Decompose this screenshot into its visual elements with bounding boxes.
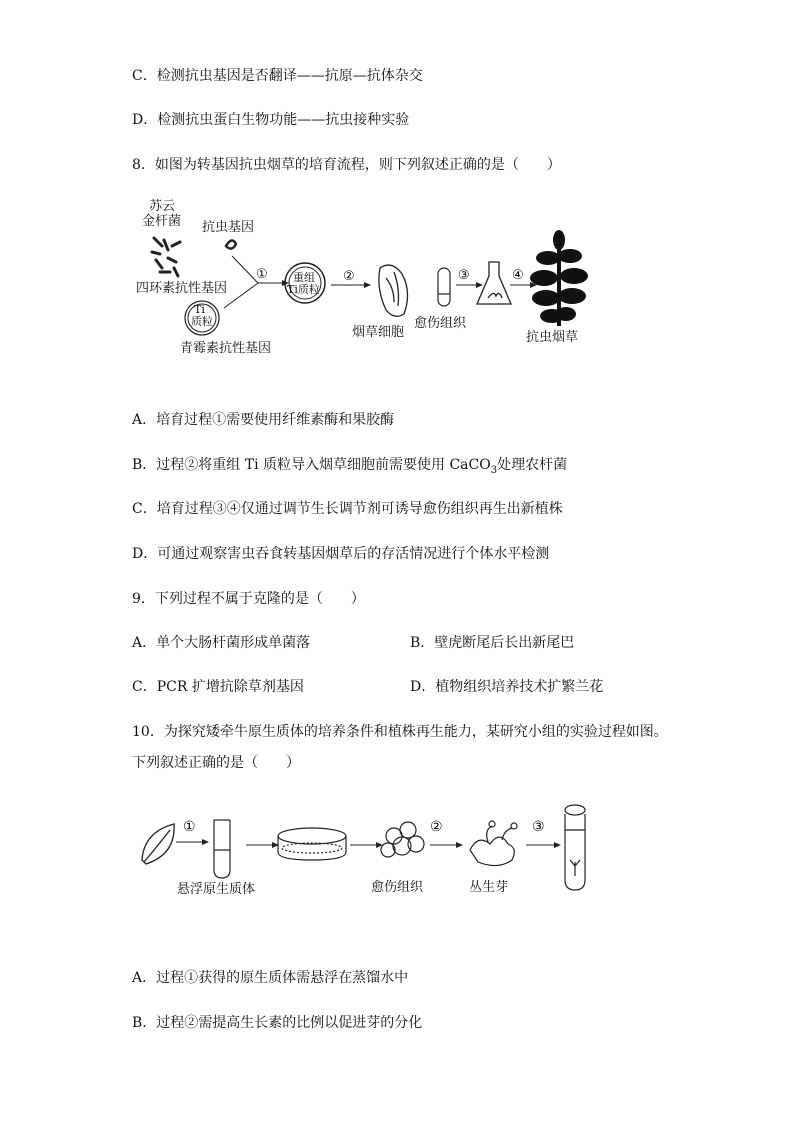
shoots-label: 丛生芽 [469,880,509,895]
q8-option-c: C．培育过程③④仅通过调节生长调节剂可诱导愈伤组织再生出新植株 [132,501,563,517]
q9-stem: 9．下列过程不属于克隆的是（ ） [132,591,365,607]
q10-option-a: A．过程①获得的原生质体需悬浮在蒸馏水中 [132,970,409,986]
q7-option-d: D．检测抗虫蛋白生物功能——抗虫接种实验 [132,112,410,128]
recomb-label-line2: Ti质粒 [287,283,320,296]
q10-callus-label: 愈伤组织 [371,880,424,895]
q9-option-b: B．壁虎断尾后长出新尾巴 [410,635,575,651]
gene-fragment-icon [226,240,236,248]
q10-step1-label: ① [183,819,196,835]
flask-icon [477,262,511,304]
gene-label: 抗虫基因 [202,220,255,235]
q9-option-a: A．单个大肠杆菌形成单菌落 [132,635,311,651]
q10-figure [136,800,596,904]
q10-stem-line1: 10．为探究矮牵牛原生质体的培养条件和植株再生能力，某研究小组的实验过程如图。 [132,724,668,740]
q7-option-c: C．检测抗虫基因是否翻译——抗原—抗体杂交 [132,68,423,84]
q10-step3-label: ③ [532,819,545,835]
petri-dish-icon [278,828,346,860]
plantlet-tube-icon [565,805,585,890]
callus-label: 愈伤组织 [414,316,467,331]
q10-step2-label: ② [430,819,443,835]
protoplast-tube-icon [214,820,230,878]
q8-option-a: A．培育过程①需要使用纤维素酶和果胶酶 [132,412,395,428]
bacteria-icon [152,238,180,276]
step4-label: ④ [512,268,524,283]
step2-label: ② [343,269,355,284]
bacteria-label-line2: 金杆菌 [142,214,182,229]
q9-option-c: C．PCR 扩增抗除草剂基因 [132,679,304,695]
callus-tube-icon [438,268,450,306]
leaf-icon [142,824,174,864]
protoplast-label: 悬浮原生质体 [177,882,256,897]
tobacco-plant-icon [530,230,588,326]
bacteria-label-line1: 苏云 [149,199,176,214]
q9-option-d: D．植物组织培养技术扩繁兰花 [410,679,604,695]
callus-icon [381,822,424,857]
tobacco-cell-label: 烟草细胞 [352,325,405,340]
q10-option-b: B．过程②需提高生长素的比例以促进芽的分化 [132,1015,423,1031]
step3-label: ③ [458,268,470,283]
recomb-label-line1: 重组 [293,271,315,284]
q8-option-b: B．过程②将重组 Ti 质粒导入烟草细胞前需要使用 CaCO$_3$处理农杆菌 [132,457,568,476]
tobacco-cell-icon [379,265,408,316]
tet-resistance-label: 四环素抗性基因 [136,281,228,296]
ti-label-line1: Ti [194,303,205,316]
q8-option-d: D．可通过观察害虫吞食转基因烟草后的存活情况进行个体水平检测 [132,546,550,562]
ti-label-line2: 质粒 [191,315,213,328]
plant-label: 抗虫烟草 [526,330,579,345]
q8-figure [132,196,588,360]
q10-stem-line2: 下列叙述正确的是（ ） [132,755,300,771]
pen-resistance-label: 青霉素抗性基因 [180,341,272,356]
shoots-icon [470,821,517,866]
step1-label: ① [256,267,268,282]
q8-stem: 8．如图为转基因抗虫烟草的培育流程，则下列叙述正确的是（ ） [132,157,561,173]
